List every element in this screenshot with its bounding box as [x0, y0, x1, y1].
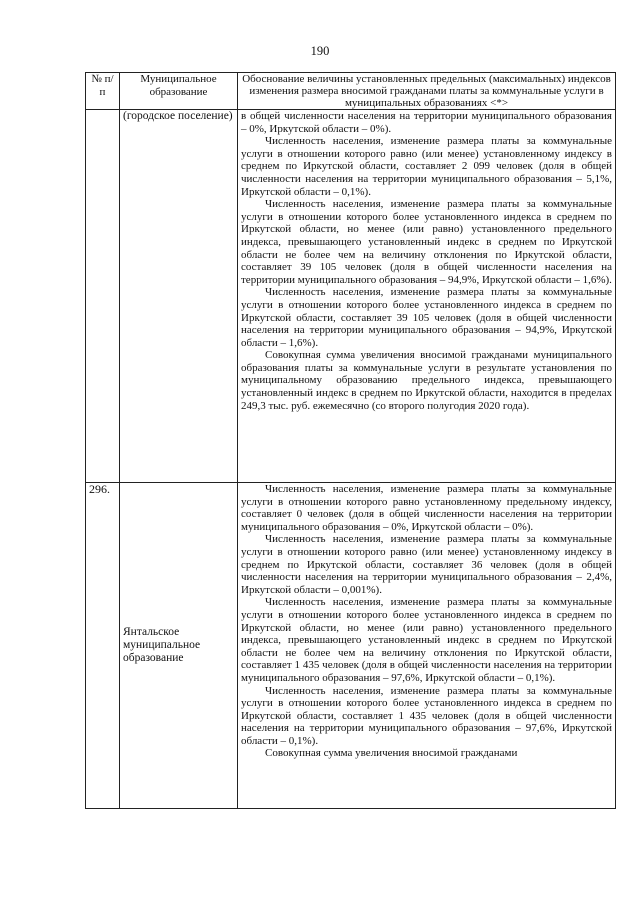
header-basis: Обоснование величины установленных предельных (максимальных) индексов изменения размера вносимой гражданами платы за коммунальные услуги в муниципальных образованиях <*> — [238, 73, 616, 110]
row-municipality: Янтальское муниципальное образование — [120, 483, 238, 809]
basis-paragraph: Численность населения, изменение размера платы за коммунальные услуги в отношении которого равно (или менее) установленному индексу в среднем по Иркутской области, составляет 36 человек (доля в общей численности населения на территории муниципального образования – 2,4%, Иркутской области – 0,001%). — [241, 533, 612, 596]
basis-paragraph: Совокупная сумма увеличения вносимой гражданами — [265, 747, 518, 760]
row-number — [86, 110, 120, 483]
header-municipality: Муниципальное образование — [120, 73, 238, 110]
municipal-index-table — [85, 72, 616, 809]
row-municipality: (городское поселение) — [120, 110, 238, 483]
basis-paragraph: Численность населения, изменение размера платы за коммунальные услуги в отношении которого равно (или менее) установленному индексу в среднем по Иркутской области, составляет 2 099 человек (доля в общей численности населения на территории муниципального образования – 5,1%, Иркутской области – 0,1%). — [241, 135, 612, 198]
table-header-row — [86, 73, 616, 110]
table-row — [86, 483, 616, 809]
basis-paragraph: Численность населения, изменение размера платы за коммунальные услуги в отношении которого более установленного индекса в среднем по Иркутской области, но менее (или равно) установленного предельного индекса, превышающего установленный индекс в среднем по Иркутской области не более чем на величину отклонения по Иркутской области, составляет 39 105 человек (доля в общей численности населения на территории муниципального образования – 94,9%, Иркутской области – 1,6%). — [241, 198, 612, 286]
basis-paragraph: Численность населения, изменение размера платы за коммунальные услуги в отношении которого более установленного индекса в среднем по Иркутской области, составляет 39 105 человек (доля в общей численности населения на территории муниципального образования – 94,9%, Иркутской области – 1,6%). — [241, 286, 612, 349]
header-number: № п/п — [86, 73, 120, 110]
basis-paragraph: Численность населения, изменение размера платы за коммунальные услуги в отношении которого более установленного индекса в среднем по Иркутской области, но менее (или равно) установленного предельного индекса, превышающего установленный индекс в среднем по Иркутской области не более чем на величину отклонения по Иркутской области, составляет 1 435 человек (доля в общей численности населения на территории муниципального образования – 97,6%, Иркутской области – 0,1%). — [241, 596, 612, 684]
table-row — [86, 110, 616, 483]
basis-paragraph: Численность населения, изменение размера платы за коммунальные услуги в отношении которого равно установленному предельному индексу, составляет 0 человек (доля в общей численности населения на территории муниципального образования – 0%, Иркутской области – 0%). — [241, 483, 612, 533]
row-number: 296. — [86, 483, 120, 809]
page-number: 190 — [310, 44, 330, 58]
basis-paragraph: Совокупная сумма увеличения вносимой гражданами муниципального образования платы за коммунальные услуги в результате установления по муниципальному образованию предельного индекса, превышающего установленный индекс в среднем по Иркутской области, находится в пределах 249,3 тыс. руб. ежемесячно (со второго полугодия 2020 года). — [241, 349, 612, 412]
basis-paragraph: в общей численности населения на территории муниципального образования – 0%, Иркутской области – 0%). — [241, 110, 612, 135]
basis-paragraph: Численность населения, изменение размера платы за коммунальные услуги в отношении которого более установленного индекса в среднем по Иркутской области, составляет 1 435 человек (доля в общей численности населения на территории муниципального образования – 97,6%, Иркутской области – 0,1%). — [241, 684, 612, 747]
row-basis — [238, 110, 616, 483]
row-basis — [238, 483, 616, 809]
